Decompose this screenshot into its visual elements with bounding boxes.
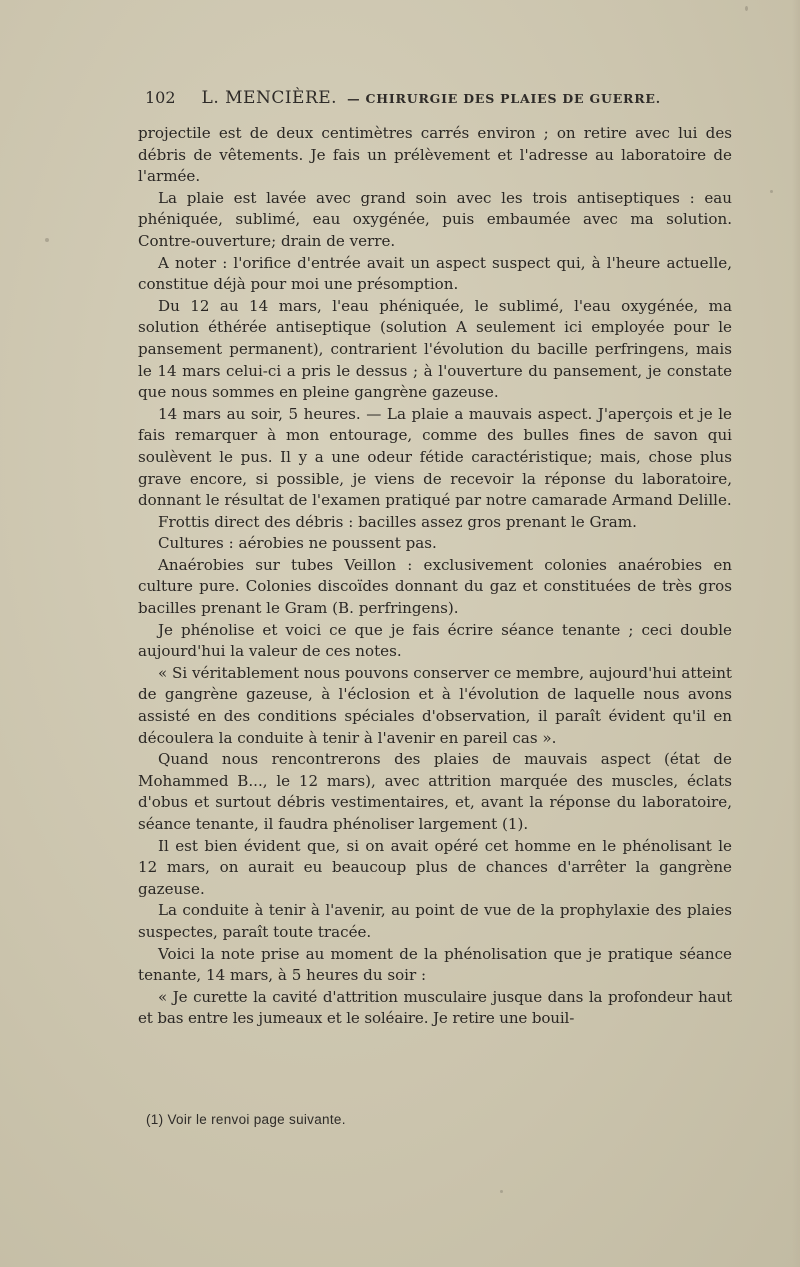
running-title: — CHIRURGIE DES PLAIES DE GUERRE. — [347, 91, 661, 106]
paragraph: Je phénolise et voici ce que je fais écrire séance tenante ; ceci double aujourd'hui la valeur de ces notes. — [138, 620, 732, 661]
paragraph: Frottis direct des débris : bacilles assez gros prenant le Gram. — [158, 512, 637, 531]
paper-speck — [500, 1190, 503, 1193]
paper-speck — [770, 190, 773, 193]
footnote: (1) Voir le renvoi page suivante. — [146, 1112, 346, 1127]
paper-speck — [45, 238, 49, 242]
page-number: 102 — [145, 88, 176, 107]
paragraph: Cultures : aérobies ne poussent pas. — [158, 534, 437, 553]
paragraph: Il est bien évident que, si on avait opéré cet homme en le phénolisant le 12 mars, on aurait eu beaucoup plus de chances d'arrêter la gangrène gazeuse. — [138, 836, 732, 898]
paper-speck — [745, 6, 748, 11]
paragraph: Anaérobies sur tubes Veillon : exclusivement colonies anaérobies en culture pure. Colonies discoïdes donnant du gaz et constituées de très gros bacilles prenant le Gram (B. perfringens). — [138, 555, 732, 618]
paragraph: A noter : l'orifice d'entrée avait un aspect suspect qui, à l'heure actuelle, constitue déjà pour moi une présomption. — [138, 253, 732, 294]
paragraph: Quand nous rencontrerons des plaies de mauvais aspect (état de Mohammed B..., le 12 mars), avec attrition marquée des muscles, éclats d'obus et surtout débris vestimentaires, et, avant la réponse du laboratoire, séance tenante, il faudra phénoliser largement (1). — [138, 750, 732, 833]
running-author: L. MENCIÈRE. — [201, 88, 338, 108]
body-text — [138, 123, 732, 1030]
paragraph: Du 12 au 14 mars, l'eau phéniquée, le sublimé, l'eau oxygénée, ma solution éthérée antiseptique (solution A seulement ici employée pour le pansement permanent), contrarient l'évolution du bacille perfringens, mais le 14 mars celui-ci a pris le dessus ; à l'ouverture du pansement, je constate que nous sommes en pleine gangrène gazeuse. — [138, 296, 732, 402]
paragraph: « Si véritablement nous pouvons conserver ce membre, aujourd'hui atteint de gangrène gazeuse, à l'éclosion et à l'évolution de laquelle nous avons assisté en des conditions spéciales d'observation, il paraît évident qu'il en découlera la conduite à tenir à l'avenir en pareil cas ». — [138, 663, 732, 747]
paragraph: projectile est de deux centimètres carrés environ ; on retire avec lui des débris de vêtements. Je fais un prélèvement et l'adresse au laboratoire de l'armée. — [138, 124, 732, 186]
paragraph: « Je curette la cavité d'attrition musculaire jusque dans la profondeur haut et bas entre les jumeaux et le soléaire. Je retire une bouil- — [138, 987, 732, 1028]
paragraph: La plaie est lavée avec grand soin avec les trois antiseptiques : eau phéniquée, sublimé, eau oxygénée, puis embaumée avec ma solution. Contre-ouverture; drain de verre. — [138, 188, 732, 250]
page-edge-shadow — [792, 0, 800, 1267]
paragraph: 14 mars au soir, 5 heures. — La plaie a mauvais aspect. J'aperçois et je le fais remarquer à mon entourage, comme des bulles fines de savon qui soulèvent le pus. Il y a une odeur fétide caractéristique; mais, chose plus grave encore, si possible, je viens de recevoir la réponse du laboratoire, donnant le résultat de l'examen pratiqué par notre camarade Armand Delille. — [138, 404, 732, 510]
running-header — [145, 88, 735, 114]
paragraph: Voici la note prise au moment de la phénolisation que je pratique séance tenante, 14 mars, à 5 heures du soir : — [138, 944, 732, 985]
paragraph: La conduite à tenir à l'avenir, au point de vue de la prophylaxie des plaies suspectes, paraît toute tracée. — [138, 901, 732, 941]
